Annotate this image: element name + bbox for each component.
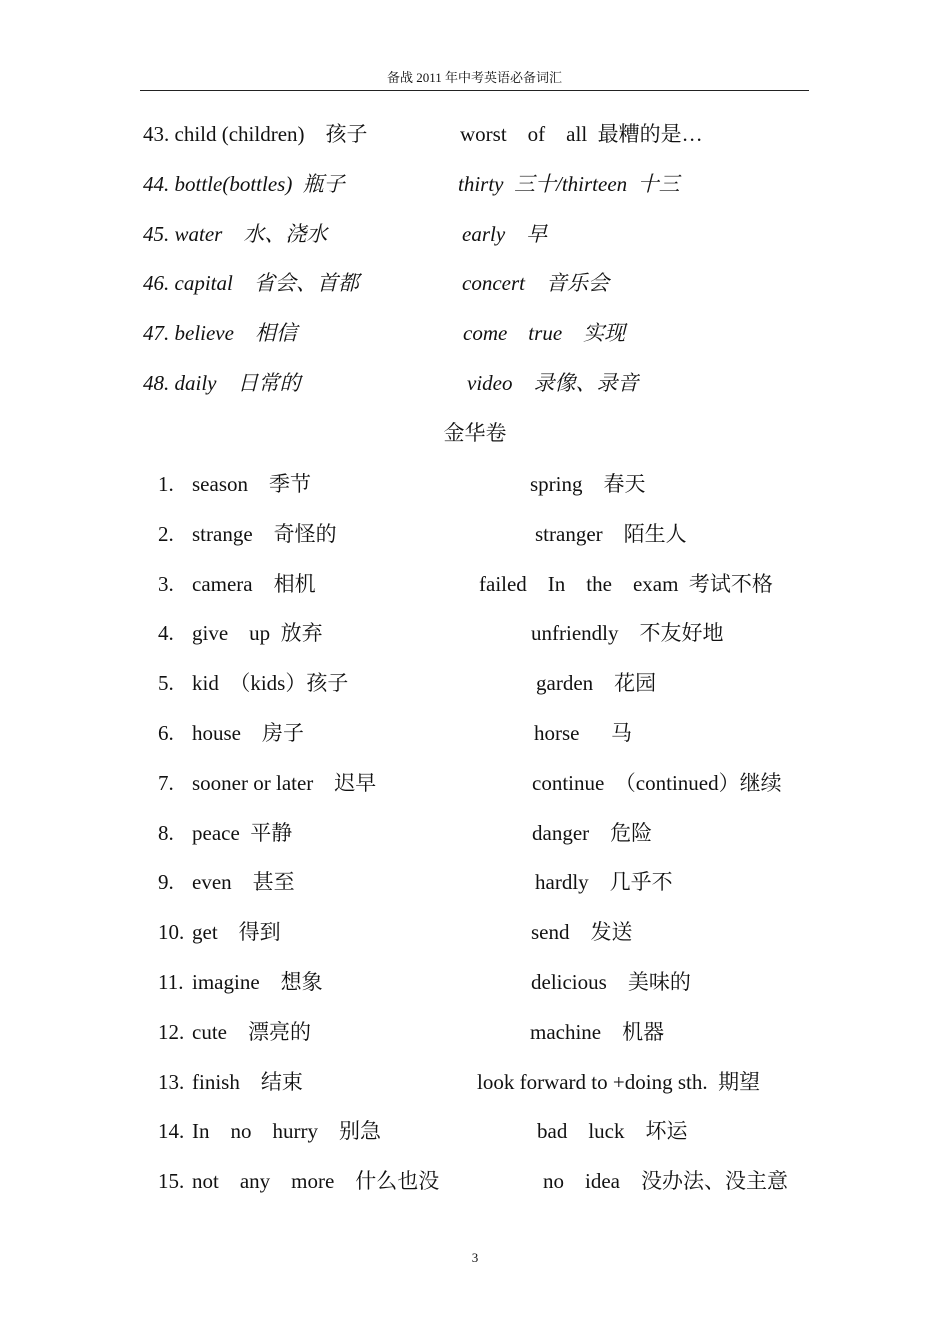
vocab-right-entry: machine 机器 bbox=[530, 1019, 665, 1044]
vocab-right-entry: continue （continued）继续 bbox=[532, 770, 782, 795]
vocab-number: 9. bbox=[158, 870, 174, 895]
vocab-row bbox=[0, 1012, 950, 1052]
vocab-row bbox=[0, 564, 950, 604]
vocab-left-entry: season 季节 bbox=[192, 472, 311, 496]
vocab-number: 7. bbox=[158, 770, 174, 795]
vocab-row bbox=[0, 214, 950, 254]
vocab-left-entry: 48. daily 日常的 bbox=[143, 371, 301, 395]
vocab-row bbox=[0, 813, 950, 853]
vocab-right-entry: worst of all 最糟的是… bbox=[460, 122, 703, 146]
vocab-row bbox=[0, 613, 950, 653]
vocab-number: 1. bbox=[158, 472, 174, 496]
vocab-row bbox=[0, 1062, 950, 1102]
vocab-right-entry: early 早 bbox=[462, 221, 548, 246]
vocab-number: 5. bbox=[158, 671, 174, 696]
vocab-left-entry: strange 奇怪的 bbox=[192, 521, 337, 546]
section-title bbox=[0, 413, 950, 453]
vocab-left-entry: 47. believe 相信 bbox=[143, 321, 297, 346]
vocab-number: 10. bbox=[158, 920, 185, 945]
vocab-row bbox=[0, 962, 950, 1002]
vocab-right-entry: danger 危险 bbox=[532, 820, 653, 845]
vocab-right-entry: concert 音乐会 bbox=[462, 271, 609, 296]
vocab-left-entry: peace 平静 bbox=[192, 820, 293, 845]
vocab-right-entry: no idea 没办法、没主意 bbox=[543, 1169, 788, 1194]
vocab-row bbox=[0, 263, 950, 303]
vocab-number: 2. bbox=[158, 521, 174, 546]
vocab-left-entry: 45. water 水、浇水 bbox=[143, 221, 328, 246]
vocab-number: 11. bbox=[158, 970, 184, 994]
vocab-row bbox=[0, 114, 950, 154]
vocab-row bbox=[0, 363, 950, 403]
vocab-number: 12. bbox=[158, 1019, 185, 1044]
vocab-left-entry: kid （kids）孩子 bbox=[192, 671, 349, 696]
vocab-row bbox=[0, 763, 950, 803]
vocab-row bbox=[0, 514, 950, 554]
vocab-row bbox=[0, 313, 950, 353]
vocab-left-entry: 44. bottle(bottles) 瓶子 bbox=[143, 171, 345, 196]
vocab-number: 15. bbox=[158, 1169, 185, 1194]
vocab-number: 8. bbox=[158, 820, 174, 845]
vocab-left-entry: not any more 什么也没 bbox=[192, 1169, 440, 1194]
vocab-right-entry: failed In the exam 考试不格 bbox=[479, 571, 773, 596]
vocab-row bbox=[0, 1161, 950, 1201]
vocab-right-entry: thirty 三十/thirteen 十三 bbox=[458, 171, 680, 196]
vocab-left-entry: house 房子 bbox=[192, 721, 304, 745]
page-number: 3 bbox=[471, 1250, 479, 1265]
vocab-right-entry: spring 春天 bbox=[530, 472, 646, 496]
header-title: 备战 2011 年中考英语必备词汇 bbox=[386, 70, 563, 85]
page-footer bbox=[0, 1248, 950, 1268]
vocab-row bbox=[0, 663, 950, 703]
vocab-number: 13. bbox=[158, 1069, 185, 1094]
vocab-right-entry: delicious 美味的 bbox=[531, 970, 691, 994]
vocab-number: 4. bbox=[158, 621, 174, 646]
vocab-number: 3. bbox=[158, 571, 174, 596]
vocab-left-entry: finish 结束 bbox=[192, 1069, 303, 1094]
vocab-right-entry: send 发送 bbox=[531, 920, 633, 945]
vocab-right-entry: look forward to +doing sth. 期望 bbox=[477, 1069, 761, 1094]
vocab-left-entry: imagine 想象 bbox=[192, 970, 323, 994]
vocab-left-entry: sooner or later 迟早 bbox=[192, 770, 377, 795]
vocab-right-entry: garden 花园 bbox=[536, 671, 657, 696]
vocab-row bbox=[0, 1111, 950, 1151]
vocab-row bbox=[0, 713, 950, 753]
vocab-left-entry: give up 放弃 bbox=[192, 621, 323, 646]
vocab-right-entry: hardly 几乎不 bbox=[535, 870, 673, 895]
vocab-left-entry: cute 漂亮的 bbox=[192, 1019, 311, 1044]
vocab-row bbox=[0, 164, 950, 204]
vocab-right-entry: bad luck 坏运 bbox=[537, 1119, 688, 1144]
vocab-right-entry: horse 马 bbox=[534, 721, 632, 745]
vocab-left-entry: In no hurry 别急 bbox=[192, 1119, 381, 1144]
vocab-row bbox=[0, 464, 950, 504]
vocab-left-entry: get 得到 bbox=[192, 920, 281, 945]
vocab-row bbox=[0, 912, 950, 952]
page-header bbox=[140, 68, 809, 91]
section-title-text: 金华卷 bbox=[443, 421, 507, 445]
vocab-left-entry: 46. capital 省会、首都 bbox=[143, 271, 359, 296]
vocab-number: 14. bbox=[158, 1119, 185, 1144]
vocab-left-entry: camera 相机 bbox=[192, 571, 316, 596]
vocab-left-entry: 43. child (children) 孩子 bbox=[143, 122, 368, 146]
vocab-right-entry: come true 实现 bbox=[463, 321, 626, 346]
vocab-right-entry: stranger 陌生人 bbox=[535, 521, 687, 546]
vocab-row bbox=[0, 862, 950, 902]
vocab-right-entry: unfriendly 不友好地 bbox=[531, 621, 724, 646]
vocab-left-entry: even 甚至 bbox=[192, 870, 295, 895]
vocab-right-entry: video 录像、录音 bbox=[467, 371, 639, 395]
vocab-number: 6. bbox=[158, 721, 174, 745]
